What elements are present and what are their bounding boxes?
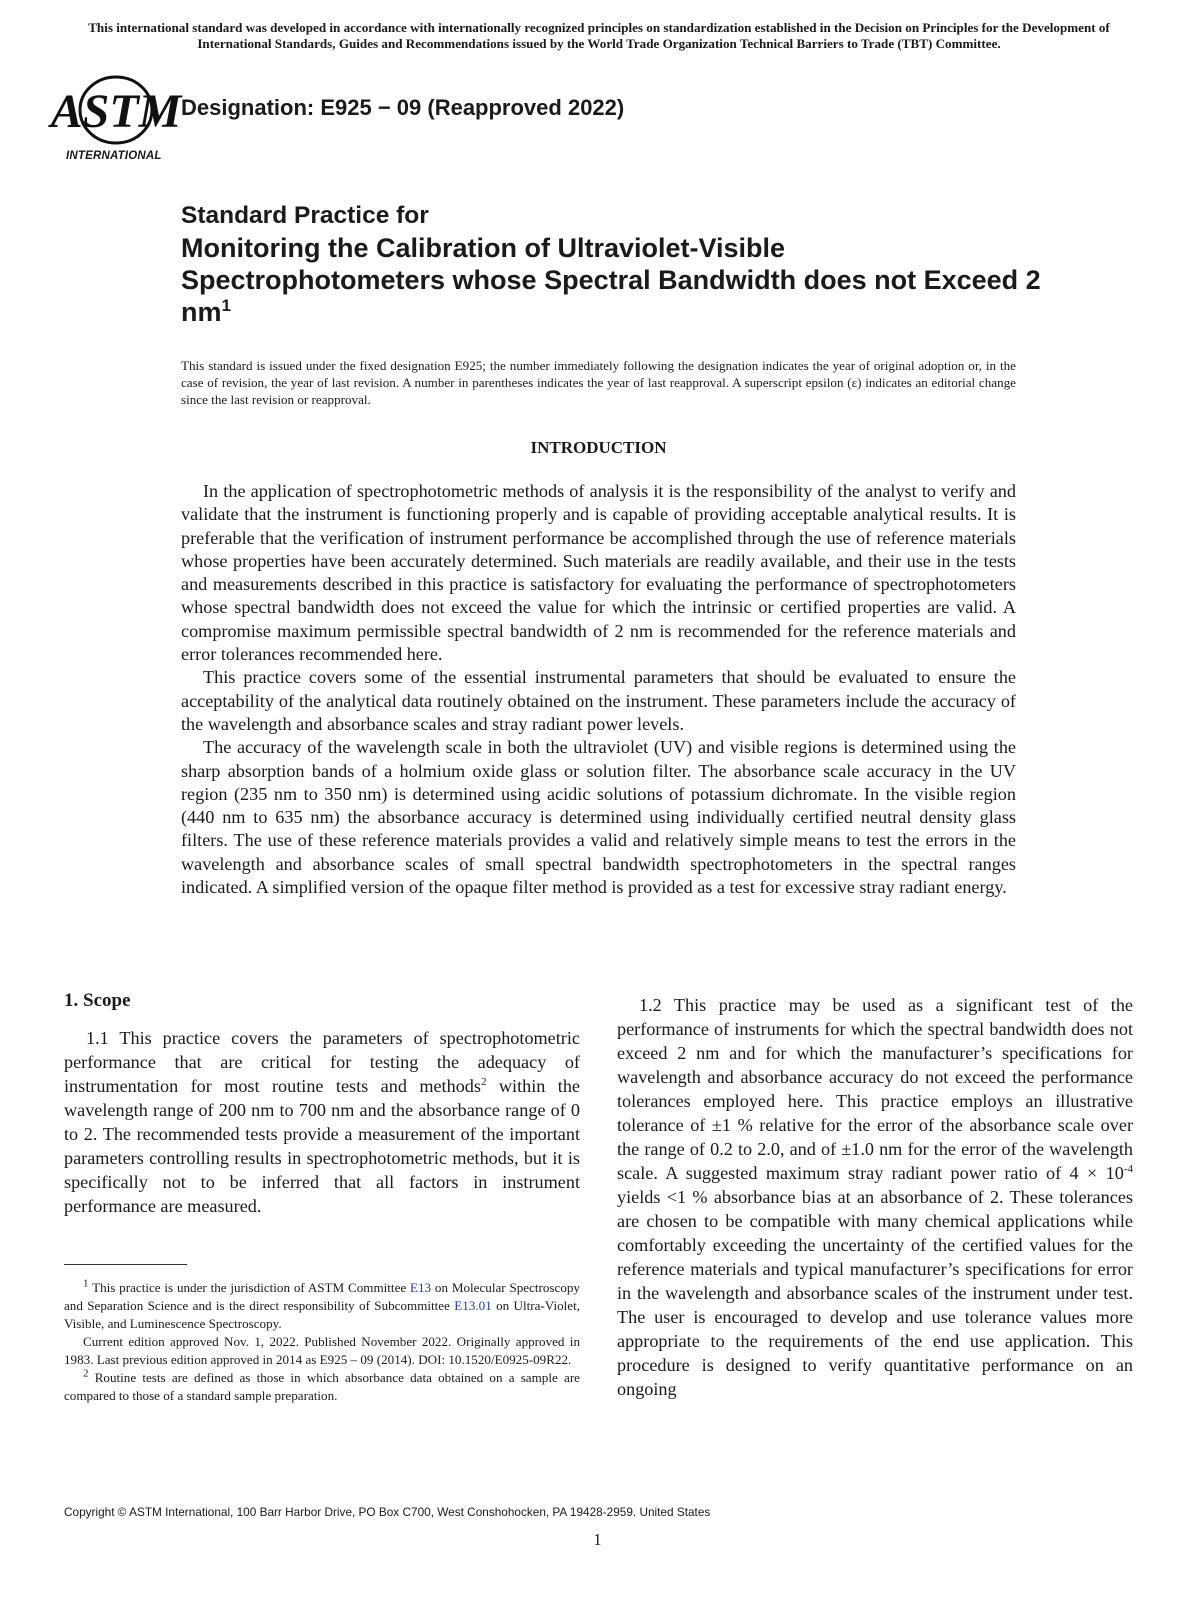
footnote-1-text-c: on Ultra-Violet, Visible, and Luminescence Spectroscopy. xyxy=(64,1298,580,1331)
exponent: -4 xyxy=(1123,1162,1133,1175)
astm-wordmark: INTERNATIONAL xyxy=(66,150,162,162)
footnote-1-text-a: This practice is under the jurisdiction of ASTM Committee xyxy=(88,1280,411,1295)
section-1-2-text-a: 1.2 This practice may be used as a significant test of the performance of instruments for which the spectral bandwidth does not exceed 2 nm and for which the manufacturer’s specifications for wavelength and absorbance accuracy do not exceed the performance tolerances employed here. This practice employs an illustrative tolerance of ±1 % relative for the error of the absorbance scale over the range of 0.2 to 2.0, and of ±1.0 nm for the error of the wavelength scale. A suggested maximum stray radiant power ratio of 4 × 10 xyxy=(617,995,1133,1183)
title-main-text: Monitoring the Calibration of Ultraviolet-Visible Spectrophotometers whose Spectral Bandwidth does not Exceed 2 nm xyxy=(181,233,1041,327)
committee-e13-link[interactable]: E13 xyxy=(410,1280,432,1295)
wto-notice: This international standard was developed in accordance with internationally recognized principles on standardization established in the Decision on Principles for the Development of International Standards, Guides and Recommendations issued by the World Trade Organization Technical Barriers to Trade (TBT) Committee. xyxy=(88,20,1110,51)
footnote-divider xyxy=(64,1264,187,1265)
footnote-2-mark: 2 xyxy=(83,1367,89,1380)
footnote-1 xyxy=(64,1279,580,1333)
intro-paragraph: This practice covers some of the essential instrumental parameters that should be evaluated to ensure the acceptability of the analytical data routinely obtained on the instrument. These parameters include the accuracy of the wavelength and absorbance scales and stray radiant power levels. xyxy=(181,667,1016,734)
title-main xyxy=(181,232,1041,328)
footnote-2-text: Routine tests are defined as those in which absorbance data obtained on a sample are compared to those of a standard sample preparation. xyxy=(64,1370,580,1403)
footnote-1-mark: 1 xyxy=(83,1277,89,1290)
footnote-1-text-b: on Molecular Spectroscopy and Separation Science and is the direct responsibility of Subcommittee xyxy=(64,1280,580,1313)
document-title xyxy=(181,200,1041,328)
copyright-line: Copyright © ASTM International, 100 Barr Harbor Drive, PO Box C700, West Conshohocken, PA 19428-2959. United States xyxy=(64,1505,711,1519)
introduction-body xyxy=(181,480,1016,899)
designation: Designation: E925 − 09 (Reapproved 2022) xyxy=(181,95,625,120)
section-1-2 xyxy=(617,993,1133,1401)
section-1-1-text-a: 1.1 This practice covers the parameters of spectrophotometric performance that are critical for testing the adequacy of instrumentation for most routine tests and methods xyxy=(64,1028,580,1096)
footnotes xyxy=(64,1279,580,1405)
title-footnote-mark: 1 xyxy=(221,296,231,315)
footnote-2 xyxy=(64,1369,580,1405)
edition-note: Current edition approved Nov. 1, 2022. Published November 2022. Originally approved in 1983. Last previous edition approved in 2014 as E925 – 09 (2014). DOI: 10.1520/E0925-09R22. xyxy=(64,1334,580,1367)
right-column xyxy=(617,993,1133,1401)
astm-logo-letters: ASTM xyxy=(50,85,182,138)
issuance-note: This standard is issued under the fixed designation E925; the number immediately following the designation indicates the year of original adoption or, in the case of revision, the year of last revision. A number in parentheses indicates the year of last reapproval. A superscript epsilon (ε) indicates an editorial change since the last revision or reapproval. xyxy=(181,358,1016,407)
intro-paragraph: In the application of spectrophotometric methods of analysis it is the responsibility of the analyst to verify and validate that the instrument is functioning properly and is capable of providing acceptable analytical results. It is preferable that the verification of instrument performance be accomplished through the use of reference materials whose properties have been accurately determined. Such materials are readily available, and their use in the tests and measurements described in this practice is satisfactory for evaluating the performance of spectrophotometers whose spectral bandwidth does not exceed the value for which the intrinsic or certified properties are valid. A compromise maximum permissible spectral bandwidth of 2 nm is recommended for the reference materials and error tolerances recommended here. xyxy=(181,481,1016,665)
footnote-ref-2: 2 xyxy=(480,1075,487,1088)
scope-heading: 1. Scope xyxy=(64,990,131,1011)
subcommittee-e13-01-link[interactable]: E13.01 xyxy=(454,1298,492,1313)
section-1-1-text-b: within the wavelength range of 200 nm to 700 nm and the absorbance range of 0 to 2. The recommended tests provide a measurement of the important parameters controlling results in spectrophotometric methods, but it is specifically not to be inferred that all factors in instrument performance are measured. xyxy=(64,1076,580,1216)
intro-paragraph: The accuracy of the wavelength scale in both the ultraviolet (UV) and visible regions is determined using the sharp absorption bands of a holmium oxide glass or solution filter. The absorbance scale accuracy in the UV region (235 nm to 350 nm) is determined using acidic solutions of potassium dichromate. In the visible region (440 nm to 635 nm) the absorbance accuracy is determined using individually certified neutral density glass filters. The use of these reference materials provides a valid and relatively simple means to test the errors in the wavelength and absorbance scales of small spectral bandwidth spectrophotometers in the spectral ranges indicated. A simplified version of the opaque filter method is provided as a test for excessive stray radiant energy. xyxy=(181,737,1016,898)
left-column xyxy=(64,990,580,1218)
introduction-heading: INTRODUCTION xyxy=(530,438,667,457)
page-number: 1 xyxy=(593,1530,602,1549)
section-1-2-text-b: yields <1 % absorbance bias at an absorbance of 2. These tolerances are chosen to be compatible with many chemical applications while comfortably exceeding the uncertainty of the certified values for the reference materials and typical manufacturer’s specifications for error in the wavelength and absorbance scales of the instrument under test. The user is encouraged to develop and use tolerance values more appropriate to the requirements of the end use application. This procedure is designed to verify quantitative performance on an ongoing xyxy=(617,1187,1133,1399)
title-prefix: Standard Practice for xyxy=(181,202,429,229)
section-1-1 xyxy=(64,1026,580,1218)
